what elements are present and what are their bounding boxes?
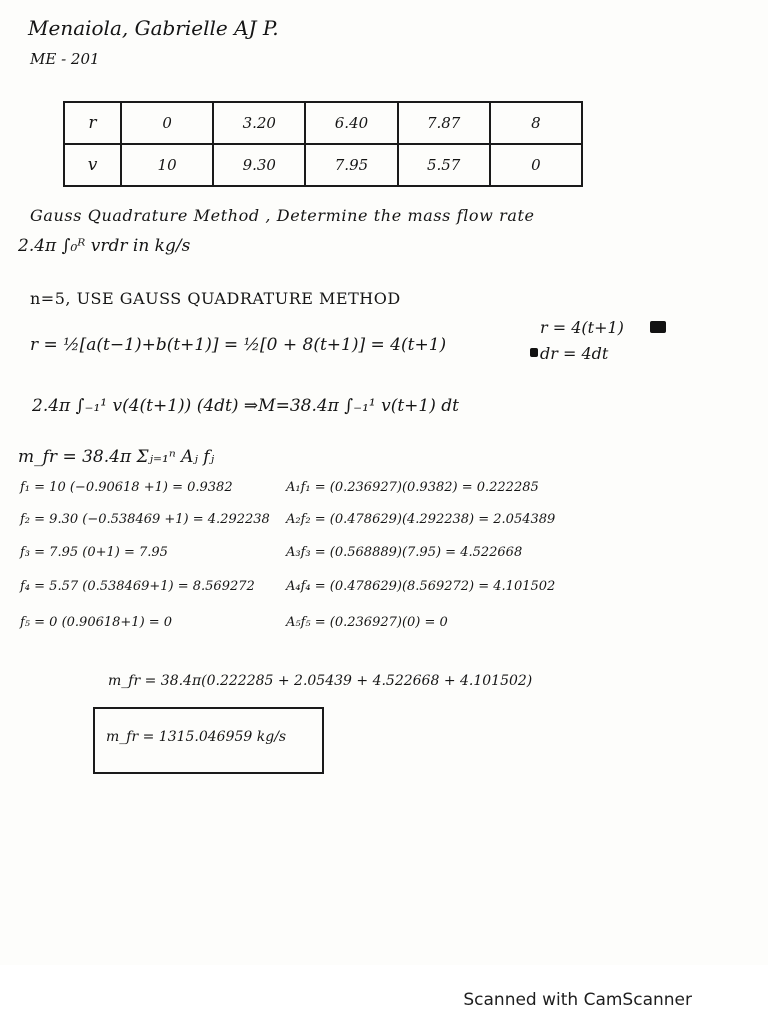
ink-smear: [650, 321, 666, 333]
method-heading: n=5, USE GAUSS QUADRATURE METHOD: [30, 289, 401, 308]
side-note-r: r = 4(t+1): [540, 318, 624, 337]
step-af2: A₂f₂ = (0.478629)(4.292238) = 2.054389: [286, 512, 556, 527]
scanner-watermark: Scanned with CamScanner: [463, 990, 692, 1010]
ink-smear: [530, 348, 538, 357]
table-cell: 10: [121, 144, 213, 186]
sum-formula: m_fr = 38.4π Σⱼ₌₁ⁿ Aⱼ fⱼ: [18, 447, 215, 467]
step-f2: f₂ = 9.30 (−0.538469 +1) = 4.292238: [20, 512, 270, 527]
table-row: [64, 102, 582, 144]
course-code: ME - 201: [30, 50, 100, 68]
final-answer: m_fr = 1315.046959 kg/s: [106, 729, 287, 745]
table-cell: 3.20: [213, 102, 305, 144]
problem-statement: Gauss Quadrature Method , Determine the mass flow rate: [30, 206, 535, 225]
table-row: [64, 144, 582, 186]
side-note-dr: dr = 4dt: [540, 344, 609, 363]
table-cell: 7.87: [398, 102, 490, 144]
student-name: Menaiola, Gabrielle AJ P.: [28, 16, 279, 40]
r-transform: r = ½[a(t−1)+b(t+1)] = ½[0 + 8(t+1)] = 4(t+1): [30, 335, 447, 355]
table-cell: 9.30: [213, 144, 305, 186]
row-label-r: r: [64, 102, 121, 144]
step-af5: A₅f₅ = (0.236927)(0) = 0: [286, 615, 448, 630]
data-table: [63, 101, 583, 187]
step-af4: A₄f₄ = (0.478629)(8.569272) = 4.101502: [286, 579, 556, 594]
table-cell: 8: [490, 102, 582, 144]
sum-line: m_fr = 38.4π(0.222285 + 2.05439 + 4.522668 + 4.101502): [108, 673, 533, 689]
table-cell: 5.57: [398, 144, 490, 186]
problem-integral: 2.4π ∫₀ᴿ vrdr in kg/s: [18, 236, 191, 256]
table-cell: 0: [490, 144, 582, 186]
row-label-v: v: [64, 144, 121, 186]
step-af1: A₁f₁ = (0.236927)(0.9382) = 0.222285: [286, 480, 539, 495]
step-af3: A₃f₃ = (0.568889)(7.95) = 4.522668: [286, 545, 523, 560]
footer: [0, 965, 768, 1024]
step-f4: f₄ = 5.57 (0.538469+1) = 8.569272: [20, 579, 255, 594]
table-cell: 7.95: [305, 144, 397, 186]
integral-transform: 2.4π ∫₋₁¹ v(4(t+1)) (4dt) ⇒M=38.4π ∫₋₁¹ v(t+1) dt: [32, 396, 459, 416]
table-cell: 0: [121, 102, 213, 144]
step-f5: f₅ = 0 (0.90618+1) = 0: [20, 615, 173, 630]
table-cell: 6.40: [305, 102, 397, 144]
step-f1: f₁ = 10 (−0.90618 +1) = 0.9382: [20, 480, 233, 495]
step-f3: f₃ = 7.95 (0+1) = 7.95: [20, 545, 168, 560]
